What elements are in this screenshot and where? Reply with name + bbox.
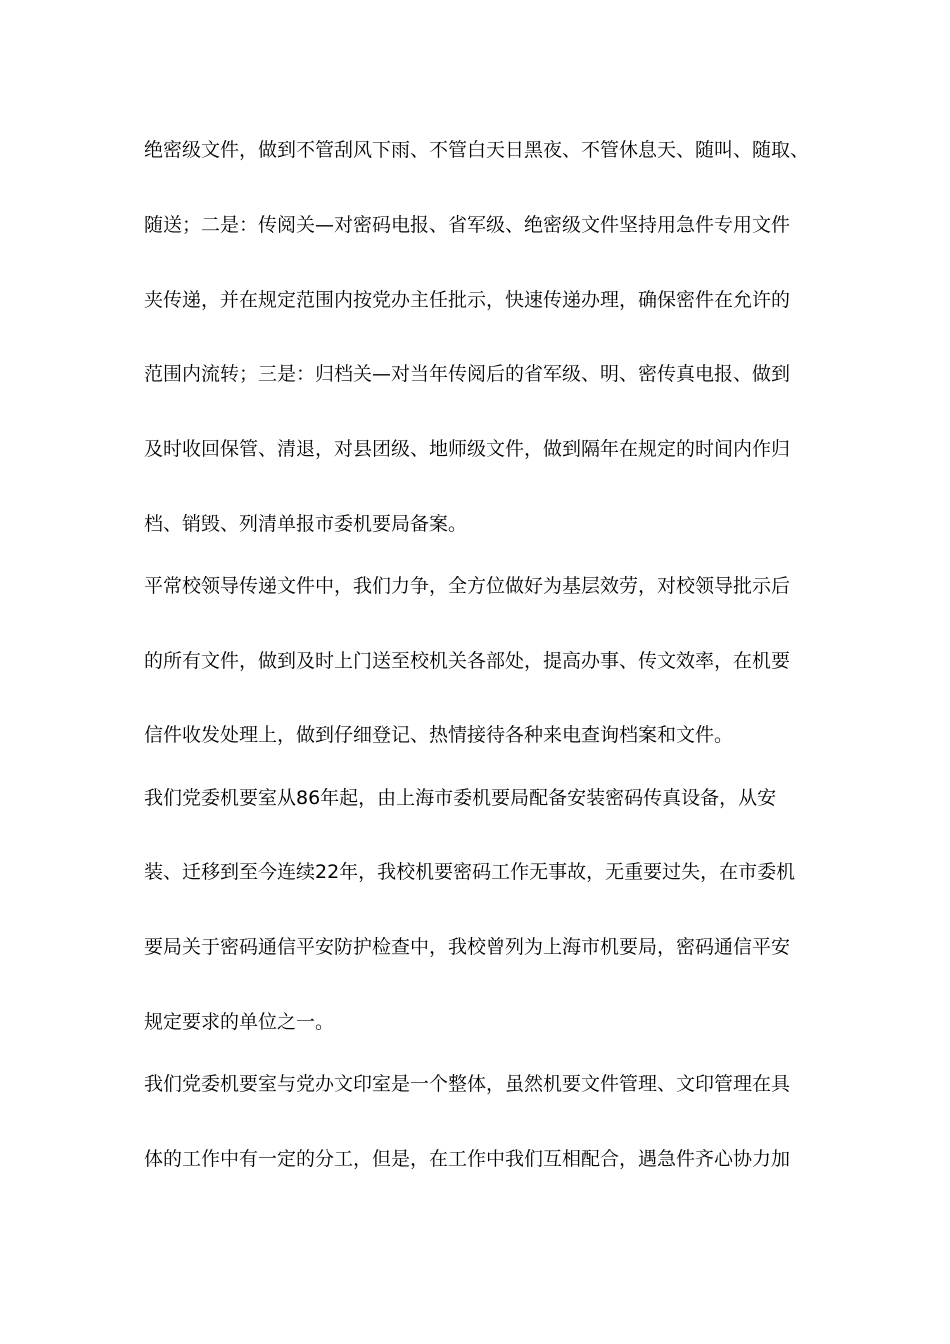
text-line-8: 的所有文件，做到及时上门送至校机关各部处，提高办事、传文效率，在机要: [144, 650, 791, 672]
text-line-12: 要局关于密码通信平安防护检查中，我校曾列为上海市机要局，密码通信平安: [144, 936, 791, 958]
text-line-11: 装、迁移到至今连续22年，我校机要密码工作无事故，无重要过失，在市委机: [144, 861, 796, 883]
text-line-6: 档、销毁、列清单报市委机要局备案。: [144, 513, 468, 535]
text-line-3: 夹传递，并在规定范围内按党办主任批示，快速传递办理，确保密件在允许的: [144, 289, 791, 311]
text-line-2: 随送；二是：传阅关—对密码电报、省军级、绝密级文件坚持用急件专用文件: [144, 214, 791, 236]
text-line-10: 我们党委机要室从86年起，由上海市委机要局配备安装密码传真设备，从安: [144, 787, 777, 809]
text-line-4: 范围内流转；三是：归档关—对当年传阅后的省军级、明、密传真电报、做到: [144, 363, 791, 385]
text-line-14: 我们党委机要室与党办文印室是一个整体，虽然机要文件管理、文印管理在具: [144, 1073, 791, 1095]
text-line-9: 信件收发处理上，做到仔细登记、热情接待各种来电查询档案和文件。: [144, 724, 734, 746]
text-line-7: 平常校领导传递文件中，我们力争，全方位做好为基层效劳，对校领导批示后: [144, 575, 791, 597]
text-line-1: 绝密级文件，做到不管刮风下雨、不管白天日黑夜、不管休息天、随叫、随取、: [144, 139, 810, 161]
text-line-5: 及时收回保管、清退，对县团级、地师级文件，做到隔年在规定的时间内作归: [144, 438, 791, 460]
text-line-13: 规定要求的单位之一。: [144, 1011, 335, 1033]
text-line-15: 体的工作中有一定的分工，但是，在工作中我们互相配合，遇急件齐心协力加: [144, 1148, 791, 1170]
